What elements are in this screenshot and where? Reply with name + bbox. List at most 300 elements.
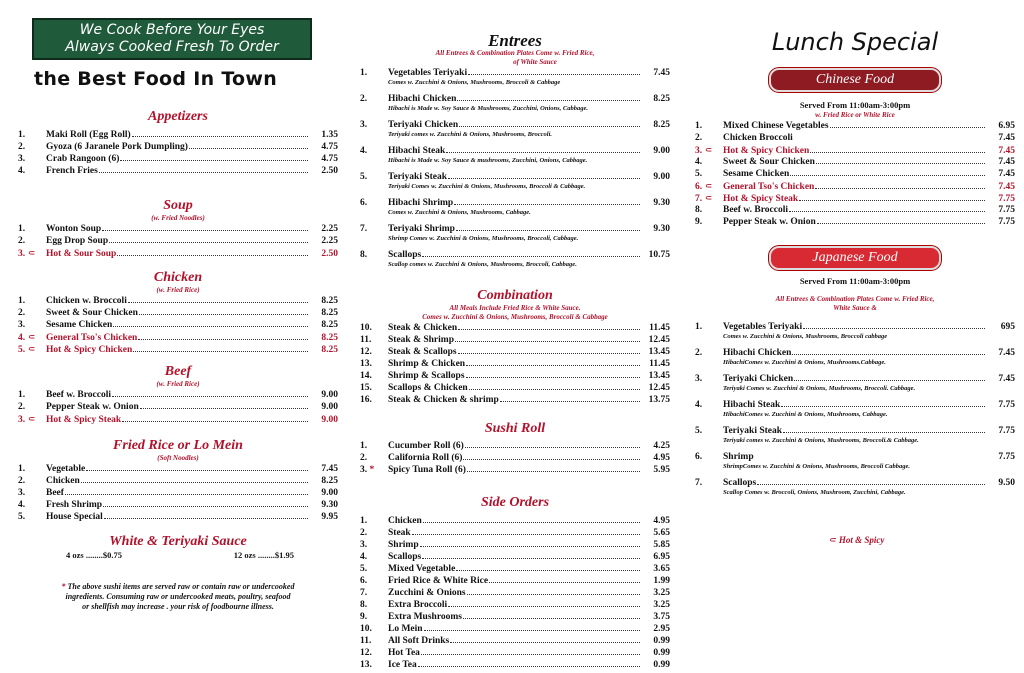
item-price: 9.00 (321, 402, 338, 412)
leader-dots (113, 325, 308, 327)
item-price: 3.25 (653, 600, 670, 610)
item-description: ShrimpComes w. Zucchini & Onions, Mushrooms, Broccoli Cabbage. (723, 463, 911, 470)
menu-item (360, 119, 670, 139)
item-number: 1. (18, 130, 26, 140)
item-name: All Soft Drinks (388, 636, 450, 646)
item-price: 2.95 (653, 624, 670, 634)
menu-item (360, 370, 670, 382)
leader-dots (412, 533, 640, 535)
item-number: 16. (360, 395, 372, 405)
item-name: Lo Mein (388, 624, 423, 634)
leader-dots (424, 629, 640, 631)
item-price: 8.25 (321, 345, 338, 355)
item-price: 9.00 (653, 172, 670, 182)
item-price: 9.00 (653, 146, 670, 156)
item-number: 3. ⸦ (18, 414, 37, 425)
item-name: Hibachi Shrimp (388, 198, 454, 208)
menu-item (18, 499, 338, 511)
item-name: Chicken (388, 516, 422, 526)
leader-dots (789, 210, 985, 212)
chicken-subtitle: (w. Fried Rice) (156, 286, 200, 294)
item-name: Hot & Spicy Steak (46, 415, 122, 425)
item-number: 4. ⸦ (18, 332, 37, 343)
item-number: 5. ⸦ (18, 344, 37, 355)
item-name: Steak & Scallops (388, 347, 457, 357)
lomein-list (18, 463, 338, 523)
menu-item (360, 382, 670, 394)
combination-title: Combination (477, 288, 553, 303)
item-number: 1. (18, 390, 26, 400)
entrees-subtitle-2: of White Sauce (513, 58, 557, 66)
item-name: Scallops (723, 478, 757, 488)
leader-dots (468, 73, 640, 75)
menu-item (360, 334, 670, 346)
item-name: Scallops & Chicken (388, 383, 468, 393)
item-price: 9.30 (321, 500, 338, 510)
menu-item (360, 635, 670, 647)
leader-dots (817, 222, 985, 224)
item-price: 1.35 (321, 130, 338, 140)
item-price: 9.00 (321, 488, 338, 498)
chinese-food-badge: Chinese Food (769, 68, 941, 92)
leader-dots (458, 328, 640, 330)
item-description: Comes w. Zucchini & Onions, Mushrooms, Broccoli cabbage (723, 333, 888, 340)
item-price: 1.99 (653, 576, 670, 586)
leader-dots (803, 327, 985, 329)
leader-dots (456, 229, 640, 231)
item-description: Comes w. Zucchini & Onions, Mushrooms, Cabbage. (388, 209, 531, 216)
item-name: Shrimp (723, 452, 754, 462)
menu-item (695, 373, 1015, 393)
item-name: Sesame Chicken (46, 320, 113, 330)
item-number: 3. * (360, 465, 375, 475)
item-price: 2.50 (321, 166, 338, 176)
item-number: 2. (695, 133, 703, 143)
item-price: 7.45 (998, 182, 1015, 192)
asterisk-icon: * (61, 582, 66, 591)
middle-column (360, 0, 670, 671)
item-price: 13.45 (648, 347, 670, 357)
item-price: 2.50 (321, 249, 338, 259)
item-name: Shrimp & Chicken (388, 359, 466, 369)
item-number: 2. (18, 236, 26, 246)
item-description: Teriyaki comes w. Zucchini & Onions, Mushrooms, Broccoli.& Cabbage. (723, 437, 919, 444)
menu-item (360, 346, 670, 358)
item-description: Scallop Comes w. Broccoli, Onions, Mushroom, Zucchini, Cabbage. (723, 489, 906, 496)
item-number: 6. ⸦ (695, 181, 714, 192)
item-price: 7.75 (998, 194, 1015, 204)
item-number: 3. (18, 320, 26, 330)
entrees-title: Entrees (488, 31, 542, 50)
item-name: California Roll (6) (388, 453, 463, 463)
menu-item (695, 120, 1015, 132)
item-price: 5.85 (653, 540, 670, 550)
leader-dots (86, 469, 308, 471)
item-number: 8. (360, 250, 368, 260)
japanese-note-1: All Entrees & Combination Plates Come w. Fried Rice, (775, 295, 935, 303)
item-name: Extra Mushrooms (388, 612, 462, 622)
item-name: Zucchini & Onions (388, 588, 466, 598)
item-number: 7. (360, 588, 368, 598)
item-number: 12. (360, 648, 372, 658)
menu-item (18, 153, 338, 165)
item-number: 3. (695, 374, 703, 384)
item-name: Maki Roll (Egg Roll) (46, 130, 131, 140)
menu-item (695, 399, 1015, 419)
leader-dots (790, 174, 985, 176)
leader-dots (122, 420, 308, 422)
leader-dots (117, 254, 308, 256)
item-price: 7.75 (998, 205, 1015, 215)
leader-dots (463, 617, 640, 619)
leader-dots (421, 653, 640, 655)
item-price: 5.95 (653, 465, 670, 475)
menu-item (360, 67, 670, 87)
item-name: Teriyaki Chicken (723, 374, 794, 384)
item-description: Teriyaki Comes w. Zucchini & Onions, Mushrooms, Broccoli. Cabbage. (723, 385, 916, 392)
leader-dots (65, 493, 308, 495)
item-number: 2. (360, 453, 368, 463)
leader-dots (128, 301, 308, 303)
legend-label: Hot & Spicy (838, 535, 885, 545)
menu-item (360, 623, 670, 635)
menu-item (360, 394, 670, 406)
item-number: 2. (695, 348, 703, 358)
entrees-list (360, 67, 670, 269)
leader-dots (757, 483, 985, 485)
item-number: 4. (18, 500, 26, 510)
leader-dots (467, 593, 640, 595)
item-number: 2. (18, 402, 26, 412)
menu-item (360, 358, 670, 370)
leader-dots (799, 199, 985, 201)
sushi-title: Sushi Roll (484, 421, 546, 436)
leader-dots (139, 313, 308, 315)
item-number: 14. (360, 371, 372, 381)
leader-dots (422, 255, 640, 257)
item-number: 5. (18, 512, 26, 522)
item-price: 11.45 (649, 359, 670, 369)
item-name: General Tso's Chicken (723, 182, 815, 192)
leader-dots (448, 177, 640, 179)
menu-item (695, 156, 1015, 168)
menu-item (18, 487, 338, 499)
item-price: 3.25 (653, 588, 670, 598)
menu-item (695, 425, 1015, 445)
sauce-large-size: 12 ozs (233, 550, 256, 560)
menu-item-hot (695, 192, 1015, 204)
leader-dots (104, 517, 308, 519)
item-name: Pepper Steak w. Onion (723, 217, 816, 227)
leader-dots (120, 159, 308, 161)
item-number: 1. (360, 516, 368, 526)
hot-pepper-icon: ⸦ (27, 414, 37, 424)
menu-item (18, 235, 338, 247)
asterisk-icon: * (367, 465, 375, 475)
item-price: 7.45 (321, 464, 338, 474)
lomein-title: Fried Rice or Lo Mein (113, 438, 243, 453)
item-name: General Tso's Chicken (46, 333, 138, 343)
item-price: 0.99 (653, 660, 670, 670)
menu-item (360, 145, 670, 165)
leader-dots (423, 521, 640, 523)
leader-dots (815, 187, 985, 189)
beef-list (18, 389, 338, 425)
item-price: 4.75 (321, 142, 338, 152)
chinese-served-time: Served From 11:00am-3:00pm (799, 100, 911, 110)
menu-item (695, 321, 1015, 341)
combination-subtitle-1: All Meals Include Fried Rice & White Sauce. (449, 304, 581, 312)
menu-item (360, 587, 670, 599)
sauce-large-price: $1.95 (274, 550, 294, 560)
leader-dots (103, 505, 308, 507)
menu-item (695, 132, 1015, 144)
item-description: Teriyaki comes w. Zucchini & Onions, Mushrooms, Broccoli. (388, 131, 553, 138)
item-price: 7.75 (998, 452, 1015, 462)
leader-dots (420, 545, 640, 547)
menu-item (360, 599, 670, 611)
item-number: 1. (18, 224, 26, 234)
menu-item (360, 440, 670, 452)
item-description: HibachiComes w. Zucchini & Onions, Mushrooms, Cabbage. (723, 411, 888, 418)
sides-list (360, 515, 670, 671)
banner-line-2: Always Cooked Fresh To Order (65, 39, 279, 55)
item-number: 3. (18, 488, 26, 498)
item-number: 7. ⸦ (695, 193, 714, 204)
japanese-food-badge: Japanese Food (769, 246, 941, 270)
leader-dots (455, 340, 640, 342)
item-number: 1. (360, 68, 368, 78)
menu-item (695, 216, 1015, 228)
item-name: Beef (46, 488, 64, 498)
item-name: Sweet & Sour Chicken (723, 157, 815, 167)
hot-pepper-icon: ⸦ (27, 332, 37, 342)
japanese-note-2: White Sauce & (833, 304, 877, 312)
item-price: 2.25 (321, 236, 338, 246)
item-number: 1. (18, 296, 26, 306)
menu-item-hot (695, 180, 1015, 192)
sushi-list (360, 440, 670, 476)
item-price: 9.00 (321, 390, 338, 400)
menu-item (18, 401, 338, 413)
item-price: 9.95 (321, 512, 338, 522)
item-price: 2.25 (321, 224, 338, 234)
item-number: 5. (695, 426, 703, 436)
item-number: 4. (695, 157, 703, 167)
item-name: Crab Rangoon (6) (46, 154, 120, 164)
item-name: Chicken Broccoli (723, 133, 793, 143)
menu-item (695, 204, 1015, 216)
menu-item (695, 451, 1015, 471)
item-price: 8.25 (653, 120, 670, 130)
item-price: 3.75 (653, 612, 670, 622)
item-number: 4. (18, 166, 26, 176)
item-name: Sesame Chicken (723, 169, 790, 179)
item-price: 7.75 (998, 217, 1015, 227)
hot-spicy-legend (695, 533, 1015, 546)
right-column (695, 0, 1015, 546)
leader-dots (466, 364, 640, 366)
leader-dots (810, 151, 985, 153)
sauce-small-price: $0.75 (102, 550, 122, 560)
menu-item (18, 223, 338, 235)
leader-dots (418, 665, 640, 667)
item-name: Ice Tea (388, 660, 417, 670)
item-price: 7.45 (998, 157, 1015, 167)
leader-dots (102, 229, 308, 231)
leader-dots (469, 388, 640, 390)
menu-item (695, 168, 1015, 180)
item-price: 9.00 (321, 415, 338, 425)
item-name: Teriyaki Steak (388, 172, 448, 182)
item-price: 8.25 (321, 476, 338, 486)
item-number: 9. (695, 217, 703, 227)
item-name: Cucumber Roll (6) (388, 441, 464, 451)
item-name: Hot & Spicy Chicken (723, 146, 810, 156)
item-name: Vegetable (46, 464, 86, 474)
menu-item (360, 93, 670, 113)
item-description: Teriyaki Comes w. Zucchini & Onions, Mushrooms, Broccoli & Cabbage. (388, 183, 586, 190)
item-number: 5. (360, 172, 368, 182)
item-number: 10. (360, 323, 372, 333)
item-description: Scallop comes w. Zucchini & Onions, Mushrooms, Broccoli, Cabbage. (388, 261, 577, 268)
item-name: Hot & Spicy Steak (723, 194, 799, 204)
beef-subtitle: (w. Fried Rice) (156, 380, 200, 388)
menu-item (360, 647, 670, 659)
leader-dots (489, 581, 640, 583)
leader-dots (794, 139, 985, 140)
appetizers-list (18, 129, 338, 177)
item-number: 3. ⸦ (18, 248, 37, 259)
item-name: Beef w. Broccoli (723, 205, 788, 215)
beef-title: Beef (164, 364, 192, 379)
soup-subtitle: (w. Fried Noodles) (151, 214, 205, 222)
item-name: House Special (46, 512, 103, 522)
item-price: 695 (1000, 322, 1015, 332)
menu-item-hot (18, 331, 338, 343)
lomein-subtitle: (Soft Noodles) (157, 454, 199, 462)
item-price: 4.95 (653, 516, 670, 526)
menu-item (18, 307, 338, 319)
leader-dots (783, 431, 985, 433)
leader-dots (189, 147, 308, 149)
item-price: 0.99 (653, 648, 670, 658)
item-price: 9.30 (653, 198, 670, 208)
menu-item-hot (18, 413, 338, 425)
item-name: Teriyaki Steak (723, 426, 783, 436)
menu-item (360, 464, 670, 476)
item-name: Fried Rice & White Rice (388, 576, 489, 586)
item-number: 9. (360, 612, 368, 622)
item-name: Mixed Chinese Vegetables (723, 121, 829, 131)
item-number: 8. (695, 205, 703, 215)
item-name: Steak (388, 528, 411, 538)
menu-item (360, 249, 670, 269)
menu-item (360, 659, 670, 671)
sushi-disclaimer: * The above sushi items are served raw or contain raw or undercooked ingredients. Consuming raw or undercooked meats, poultry, seafood or shellfish may increase . your risk of foodbourne illness. (61, 582, 295, 611)
lunch-special-title: Lunch Special (771, 28, 939, 56)
banner-line-1: We Cook Before Your Eyes (79, 22, 265, 38)
item-name: Vegetables Teriyaki (388, 68, 468, 78)
leader-dots (792, 353, 985, 355)
item-name: Pepper Steak w. Onion (46, 402, 139, 412)
menu-item (360, 171, 670, 191)
item-number: 6. (360, 198, 368, 208)
item-price: 9.30 (653, 224, 670, 234)
item-number: 13. (360, 660, 372, 670)
item-name: Shrimp (388, 540, 419, 550)
sides-title: Side Orders (480, 495, 550, 510)
leader-dots (781, 405, 985, 407)
leader-dots (816, 162, 985, 164)
item-price: 8.25 (321, 320, 338, 330)
item-number: 2. (360, 94, 368, 104)
menu-item (360, 539, 670, 551)
item-name: Hot Tea (388, 648, 420, 658)
item-number: 4. (695, 400, 703, 410)
item-number: 3. (18, 154, 26, 164)
chicken-title: Chicken (153, 270, 203, 285)
hot-pepper-icon: ⸦ (704, 145, 714, 155)
item-price: 6.95 (998, 121, 1015, 131)
menu-item-hot (695, 144, 1015, 156)
leader-dots (463, 458, 640, 460)
item-name: Extra Broccoli (388, 600, 448, 610)
hot-pepper-icon: ⸦ (704, 193, 714, 203)
menu-item (18, 389, 338, 401)
leader-dots (140, 407, 308, 409)
item-number: 6. (695, 452, 703, 462)
leader-dots (755, 458, 985, 459)
item-price: 7.45 (998, 146, 1015, 156)
item-price: 13.45 (648, 371, 670, 381)
item-name: Steak & Chicken (388, 323, 458, 333)
item-number: 2. (360, 528, 368, 538)
item-price: 8.25 (321, 308, 338, 318)
leader-dots (500, 400, 640, 402)
sauce-small-size: 4 ozs (66, 550, 84, 560)
item-name: Chicken w. Broccoli (46, 296, 127, 306)
item-price: 3.65 (653, 564, 670, 574)
item-number: 7. (695, 478, 703, 488)
item-number: 12. (360, 347, 372, 357)
menu-item (360, 563, 670, 575)
item-number: 2. (18, 142, 26, 152)
item-number: 10. (360, 624, 372, 634)
item-number: 1. (695, 322, 703, 332)
item-number: 15. (360, 383, 372, 393)
item-name: Teriyaki Chicken (388, 120, 459, 130)
item-name: Steak & Chicken & shrimp (388, 395, 499, 405)
hot-pepper-icon: ⸦ (704, 181, 714, 191)
item-price: 7.75 (998, 400, 1015, 410)
item-number: 7. (360, 224, 368, 234)
menu-item (18, 463, 338, 475)
item-number: 4. (360, 146, 368, 156)
item-description: Shrimp Comes w. Zucchini & Onions, Mushrooms, Broccoli, Cabbage. (388, 235, 579, 242)
item-name: Scallops (388, 552, 422, 562)
leader-dots (450, 641, 640, 643)
menu-item (18, 129, 338, 141)
leader-dots (459, 125, 640, 127)
sauce-title: White & Teriyaki Sauce (109, 534, 247, 549)
item-name: Mixed Vegetable (388, 564, 456, 574)
item-price: 8.25 (653, 94, 670, 104)
item-number: 2. (18, 308, 26, 318)
sauce-prices: 4 ozs ........$0.75 12 ozs ........$1.95 (66, 550, 294, 560)
item-name: Hibachi Steak (723, 400, 781, 410)
menu-item-hot (18, 343, 338, 355)
